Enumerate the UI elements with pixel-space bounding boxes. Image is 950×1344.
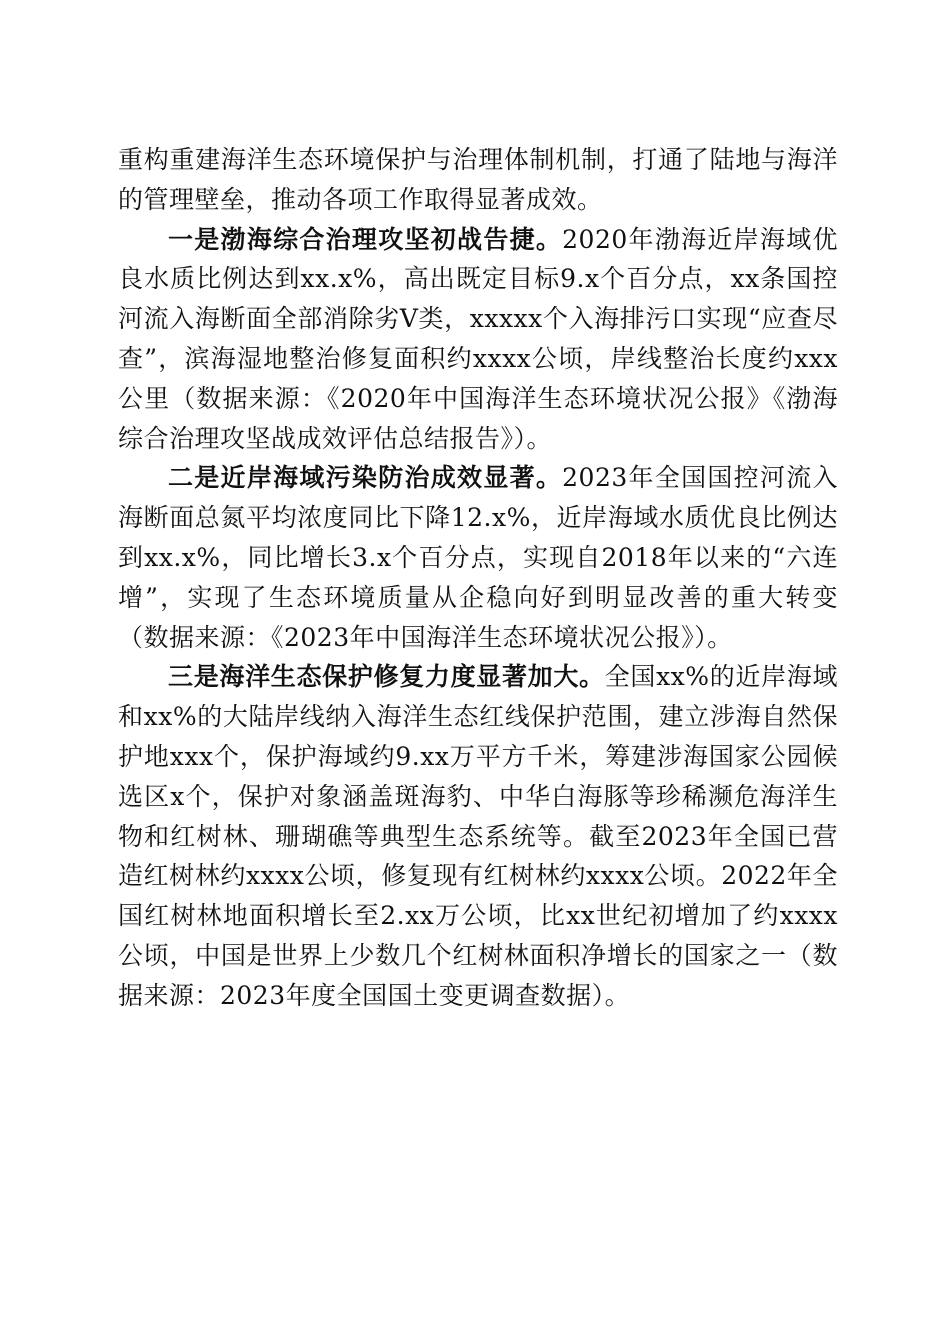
paragraph-text: 重构重建海洋生态环境保护与治理体制机制，打通了陆地与海洋的管理壁垒，推动各项工作取得显著成效。 bbox=[118, 145, 838, 214]
paragraph-ecology bbox=[118, 657, 838, 1015]
paragraph-lead: 二是近岸海域污染防治成效显著。 bbox=[168, 463, 563, 493]
paragraph-text: 2023年全国国控河流入海断面总氮平均浓度同比下降12.x%，近岸海域水质优良比例达到xx.x%，同比增长3.x个百分点，实现自2018年以来的“六连增”，实现了生态环境质量从企稳向好到明显改善的重大转变（数据来源：《2023年中国海洋生态环境状况公报》）。 bbox=[118, 463, 838, 652]
paragraph-nearshore bbox=[118, 458, 838, 657]
paragraph-lead: 一是渤海综合治理攻坚初战告捷。 bbox=[168, 224, 563, 254]
paragraph-bohai bbox=[118, 220, 838, 459]
paragraph-continuation bbox=[118, 140, 838, 220]
document-page bbox=[118, 140, 838, 1016]
paragraph-text: 2020年渤海近岸海域优良水质比例达到xx.x%，高出既定目标9.x个百分点，xx条国控河流入海断面全部消除劣Ⅴ类，xxxxx个入海排污口实现“应查尽查”，滨海湿地整治修复面积约xxxx公顷，岸线整治长度约xxx公里（数据来源：《2020年中国海洋生态环境状况公报》《渤海综合治理攻坚战成效评估总结报告》）。 bbox=[118, 224, 838, 453]
paragraph-text: 全国xx%的近岸海域和xx%的大陆岸线纳入海洋生态红线保护范围，建立涉海自然保护地xxx个，保护海域约9.xx万平方千米，筹建涉海国家公园候选区x个，保护对象涵盖斑海豹、中华白海豚等珍稀濒危海洋生物和红树林、珊瑚礁等典型生态系统等。截至2023年全国已营造红树林约xxxx公顷，修复现有红树林约xxxx公顷。2022年全国红树林地面积增长至2.xx万公顷，比xx世纪初增加了约xxxx公顷，中国是世界上少数几个红树林面积净增长的国家之一（数据来源：2023年度全国国土变更调查数据）。 bbox=[118, 662, 838, 1010]
paragraph-lead: 三是海洋生态保护修复力度显著加大。 bbox=[168, 662, 605, 692]
